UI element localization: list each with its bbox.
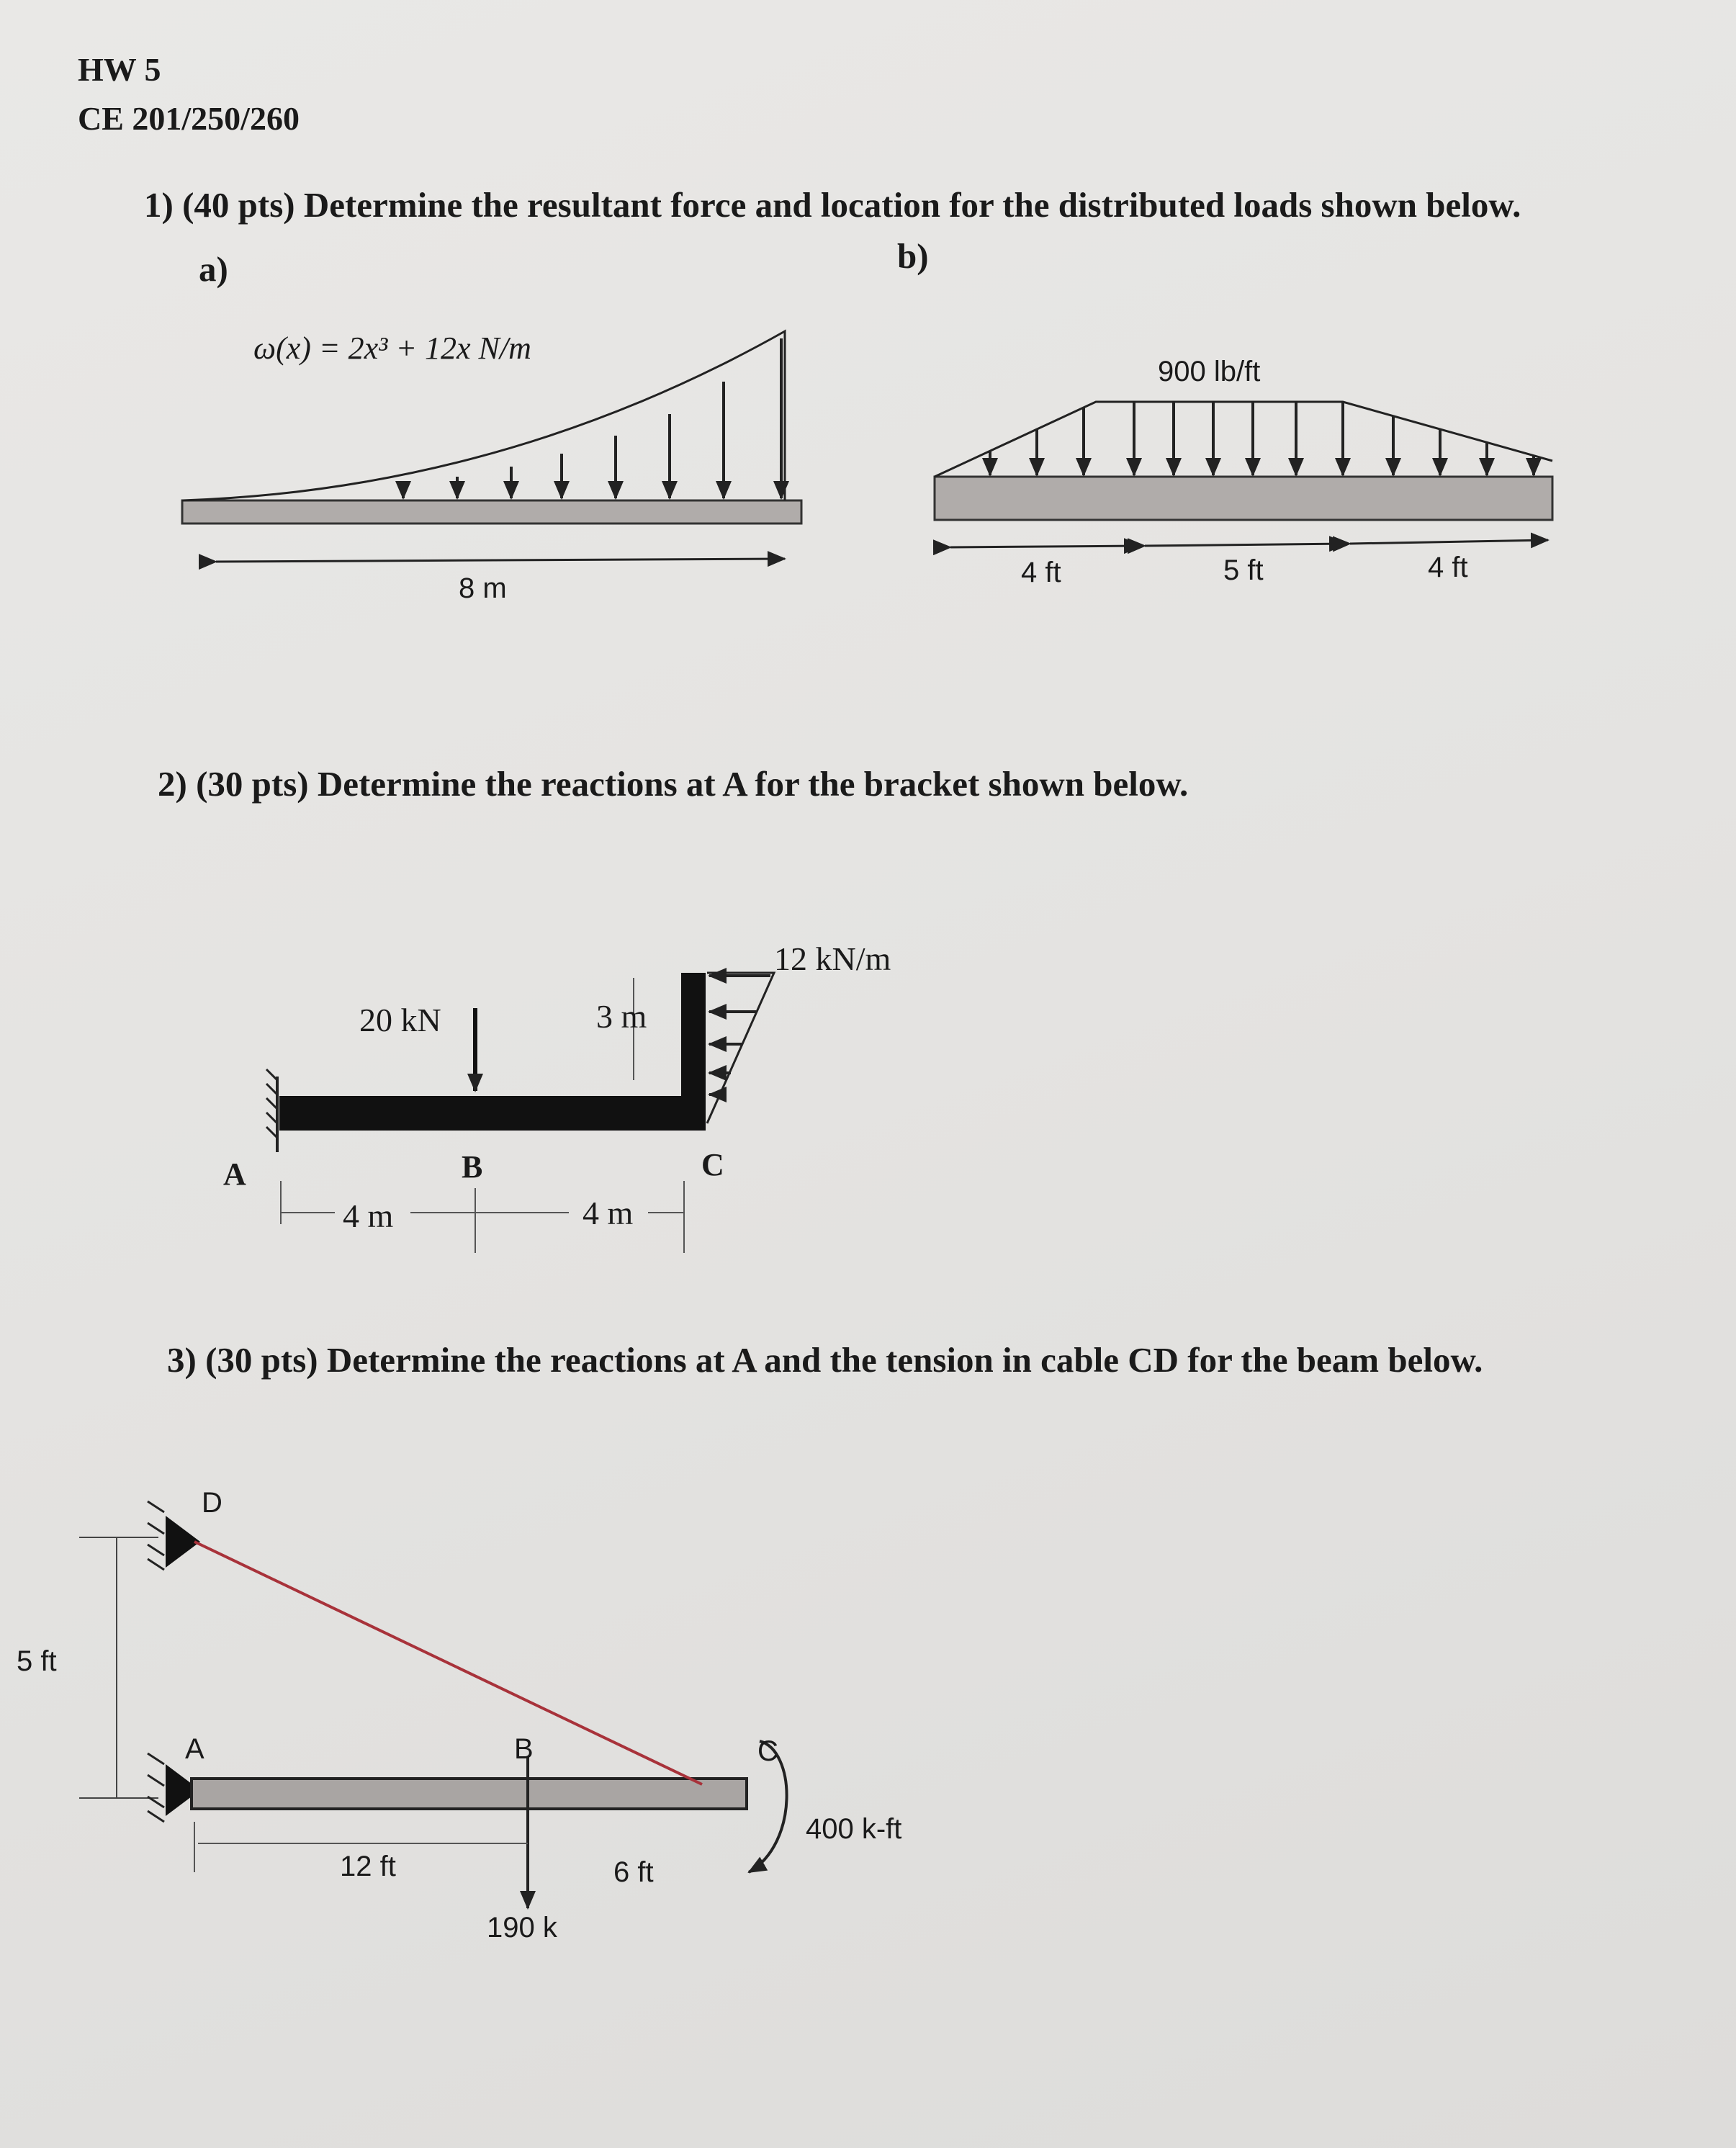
span-1b-3: 4 ft <box>1428 552 1468 583</box>
moment-label: 400 k-ft <box>806 1813 902 1845</box>
point-b-label-2: B <box>462 1149 483 1185</box>
homework-number: HW 5 <box>78 51 161 88</box>
load-trapezoid-1b <box>935 402 1552 477</box>
distributed-load-label: 12 kN/m <box>774 940 891 977</box>
span-2-2: 4 m <box>583 1195 634 1231</box>
question-3-text: 3) (30 pts) Determine the reactions at A and the tension in cable CD for the beam below. <box>167 1340 1483 1380</box>
question-1-text: 1) (40 pts) Determine the resultant force and location for the distributed loads shown below. <box>144 185 1521 225</box>
question-2-text: 2) (30 pts) Determine the reactions at A for the bracket shown below. <box>158 764 1189 804</box>
part-a-label: a) <box>199 249 228 289</box>
part-b-label: b) <box>897 236 929 276</box>
height-label-2: 3 m <box>596 998 647 1035</box>
point-d-label: D <box>202 1487 222 1519</box>
load-function-1a: ω(x) = 2x³ + 12x N/m <box>253 331 531 366</box>
cable-cd <box>194 1542 702 1784</box>
point-load-label-3: 190 k <box>487 1912 557 1943</box>
point-b-label-3: B <box>514 1733 534 1765</box>
diagram-3-beam <box>79 1501 787 1908</box>
diagram-1b <box>935 402 1552 547</box>
span-1a: 8 m <box>459 572 507 604</box>
point-a-label-3: A <box>185 1733 204 1765</box>
bracket-horizontal <box>279 1096 706 1131</box>
point-c-label-2: C <box>701 1147 724 1182</box>
span-3-2: 6 ft <box>613 1856 654 1888</box>
load-1b: 900 lb/ft <box>1158 356 1261 387</box>
beam-1a <box>182 500 801 523</box>
span-3-1: 12 ft <box>340 1851 396 1882</box>
triangular-load <box>707 973 774 1123</box>
height-label-3: 5 ft <box>17 1645 57 1677</box>
span-1b-2: 5 ft <box>1223 554 1264 586</box>
span-2-1: 4 m <box>343 1197 394 1234</box>
point-load-label-2: 20 kN <box>359 1002 441 1038</box>
point-a-label-2: A <box>223 1156 246 1192</box>
course-code: CE 201/250/260 <box>78 100 300 137</box>
span-1b-1: 4 ft <box>1021 557 1061 588</box>
point-c-label-3: C <box>757 1735 778 1767</box>
bracket-vertical <box>681 973 706 1131</box>
beam-3 <box>192 1779 747 1809</box>
beam-1b <box>935 477 1552 520</box>
